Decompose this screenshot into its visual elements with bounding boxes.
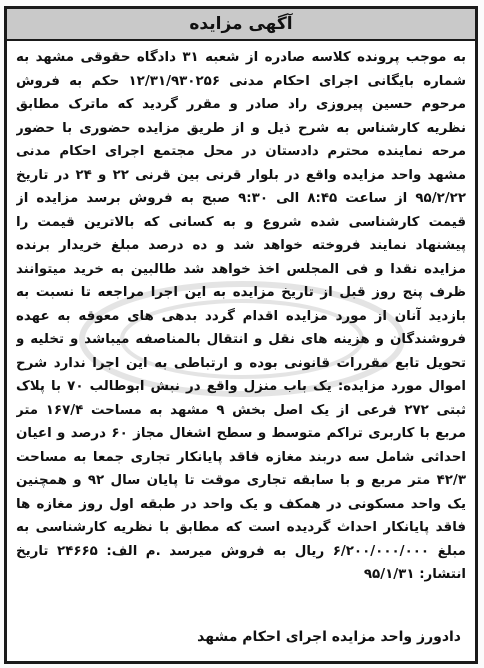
body-line: ظرف پنج روز قبل از تاریخ مزایده به این اجرا مراجعه تا نسبت به bbox=[16, 285, 466, 300]
body-line: ۹۵/۲/۲۲ از ساعت ۸:۴۵ الی ۹:۳۰ صبح به فروش برسد مزایده از bbox=[16, 191, 466, 206]
body-line: تحویل تابع مقررات قانونی بوده و ارتباطی به این اجرا ندارد شرح bbox=[16, 355, 466, 371]
body-line: قیمت کارشناسی شده شروع و به کسانی که بالاترین قیمت را bbox=[16, 214, 466, 230]
notice-frame bbox=[4, 6, 478, 664]
body-line: مرحوم حسین پیروزی راد صادر و مقرر گردید که ماترک مطابق bbox=[16, 97, 466, 112]
body-line: مربع با کاربری تراکم متوسط و سطح اشغال مجاز ۶۰ درصد و اعیان bbox=[16, 426, 466, 441]
body-line: پیشنهاد نمایند فروخته خواهد شد و ده درصد مبلغ خریدار برنده bbox=[16, 238, 466, 253]
body-line: شماره بایگانی اجرای احکام مدنی ۱۲/۳۱/۹۳۰۲۵۶ حکم به فروش bbox=[16, 73, 466, 89]
body-line: ۴۲/۳ متر مربع و با سابقه تجاری موقت تا پایان سال ۹۲ و همچنین bbox=[16, 473, 466, 488]
body-line: یک واحد مسکونی در همکف و یک واحد در طبقه اول روز مغازه ها bbox=[16, 496, 466, 512]
body-line: احداثی شامل سه دربند مغازه فاقد پایانکار تجاری جمعا به مساحت bbox=[16, 449, 466, 465]
body-line: مزایده نقدا و فی المجلس اخذ خواهد شد طالبین به خرید میتوانند bbox=[16, 261, 466, 277]
body-line: مرحه نماینده محترم دادستان در محل مجتمع اجرای احکام مدنی bbox=[16, 144, 466, 159]
body-line: اموال مورد مزایده: یک باب منزل واقع در نبش ابوطالب ۷۰ با پلاک bbox=[16, 379, 466, 394]
signature: دادورز واحد مزایده اجرای احکام مشهد bbox=[197, 629, 461, 645]
title-bar bbox=[7, 9, 475, 41]
body-line: مشهد واحد مزایده واقع در بلوار قرنی بین قرنی ۲۲ و ۲۴ در تاریخ bbox=[16, 167, 466, 183]
notice-body bbox=[16, 46, 466, 587]
body-line: به موجب پرونده کلاسه صادره از شعبه ۳۱ دادگاه حقوقی مشهد به bbox=[16, 50, 466, 65]
notice-title: آگهی مزایده bbox=[189, 14, 293, 34]
body-line: ثبتی ۲۷۲ فرعی از یک اصل بخش ۹ مشهد به مساحت ۱۶۷/۴ متر bbox=[16, 402, 466, 418]
body-line: فاقد پایانکار احداث گردیده است که مطابق با نظریه کارشناسی به bbox=[16, 520, 466, 535]
body-line-publish-date: انتشار: ۹۵/۱/۳۱ bbox=[363, 567, 466, 582]
body-line: فروشندگان و هزینه های نقل و انتقال بالمناصفه میباشد و تخلیه و bbox=[16, 332, 466, 347]
body-line: نظریه کارشناس به شرح ذیل و از طریق مزایده حضوری با حضور bbox=[16, 120, 466, 136]
body-line: مبلغ ۶/۲۰۰/۰۰۰/۰۰۰ ریال به فروش میرسد .م الف: ۲۴۶۶۵ تاریخ bbox=[16, 543, 466, 559]
body-line: بازدید آنان از مورد مزایده اقدام گردد بدهی های معوقه به عهده bbox=[16, 308, 466, 324]
